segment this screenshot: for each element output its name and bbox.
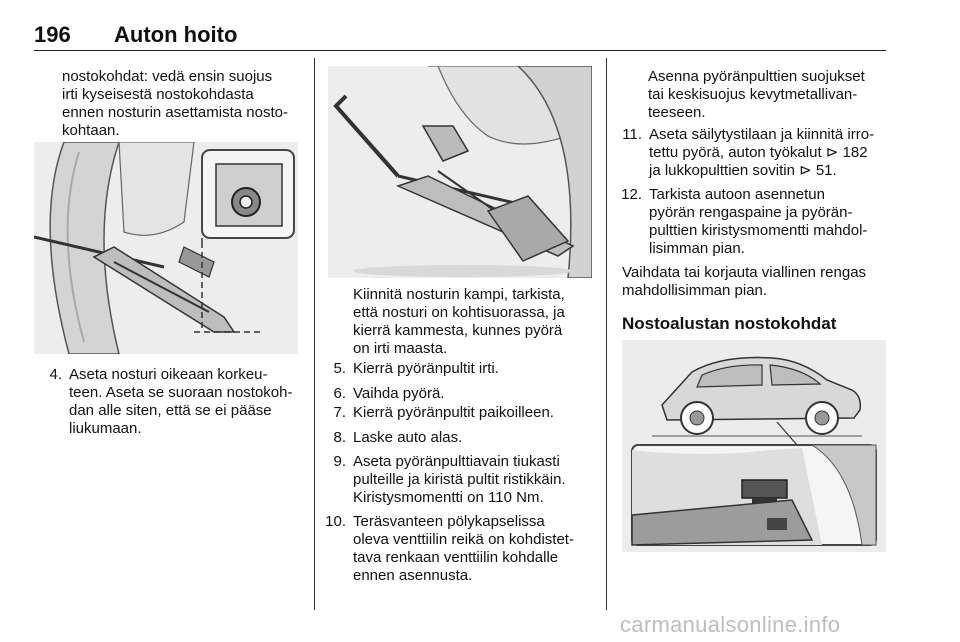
col3-continuation-text (648, 68, 888, 122)
step-number: 5. (333, 360, 346, 377)
text-line: että nosturi on kohtisuorassa, ja (353, 304, 565, 321)
step-11 (614, 126, 888, 180)
text-line: tai keskisuojus kevytmetallivan- (648, 86, 858, 103)
column-divider-1 (314, 58, 315, 610)
step-number: 11. (622, 126, 642, 143)
text-line: Tarkista autoon asennetun (649, 186, 825, 203)
text-line: irti kyseisestä nostokohdasta (62, 86, 254, 103)
text-line: Laske auto alas. (353, 429, 463, 446)
text-line: kohtaan. (62, 122, 120, 139)
step-text (649, 126, 874, 180)
step-text (69, 366, 292, 438)
step-text (353, 404, 554, 422)
text-line: Vaihdata tai korjauta viallinen rengas (622, 264, 867, 281)
jack-position-illustration (34, 142, 298, 354)
column-divider-2 (606, 58, 607, 610)
text-line: mahdollisimman pian. (622, 282, 768, 299)
page-title: Auton hoito (114, 22, 238, 47)
text-line: Teräsvanteen pölykapselissa (353, 513, 545, 530)
step-number: 6. (333, 385, 346, 402)
col2-intro-text (353, 286, 605, 358)
text-line: Kiristysmomentti on 110 Nm. (353, 489, 544, 506)
step-number: 4. (49, 366, 62, 383)
text-line: pulteille ja kiristä pultit ristikkäin. (353, 471, 566, 488)
step-5 (318, 360, 604, 378)
text-line: Kiinnitä nosturin kampi, tarkista, (353, 286, 565, 303)
text-line: pyörän rengaspaine ja pyörän- (649, 204, 853, 221)
step-text (353, 360, 499, 378)
jack-crank-illustration (328, 66, 592, 278)
col1-intro-text (62, 68, 310, 140)
text-line: teeseen. (648, 104, 706, 121)
step-number: 12. (621, 186, 642, 203)
text-line: tettu pyörä, auton työkalut ⊳ 182 (649, 144, 868, 161)
text-line: pulttien kiristysmomentti mahdol- (649, 222, 868, 239)
text-line: ennen nosturin asettamista nosto- (62, 104, 288, 121)
text-line: Aseta säilytystilaan ja kiinnitä irro- (649, 126, 875, 143)
text-line: ennen asennusta. (353, 567, 473, 584)
step-number: 10. (325, 513, 346, 530)
step-7 (318, 404, 604, 422)
text-line: Kierrä pyöränpultit irti. (353, 360, 499, 377)
text-line: Asenna pyöränpulttien suojukset (648, 68, 865, 85)
text-line: tava renkaan venttiilin kohdalle (353, 549, 559, 566)
text-line: Aseta pyöränpulttiavain tiukasti (353, 453, 560, 470)
text-line: Kierrä pyöränpultit paikoilleen. (353, 404, 554, 421)
step-6 (318, 385, 604, 403)
text-line: Aseta nosturi oikeaan korkeu- (69, 366, 268, 383)
text-line: teen. Aseta se suoraan nostokoh- (69, 384, 293, 401)
col3-paragraph (622, 264, 888, 300)
step-12 (614, 186, 888, 258)
step-text (353, 385, 444, 403)
text-line: Vaihda pyörä. (353, 385, 445, 402)
text-line: lisimman pian. (649, 240, 745, 257)
text-line: on irti maasta. (353, 340, 448, 357)
watermark: carmanualsonline.info (620, 612, 841, 637)
jack-crank-figure (328, 66, 592, 278)
jack-position-figure (34, 142, 298, 354)
step-10 (318, 513, 604, 585)
text-line: oleva venttiilin reikä on kohdistet- (353, 531, 574, 548)
step-number: 8. (333, 429, 346, 446)
text-line: kierrä kammesta, kunnes pyörä (353, 322, 563, 339)
text-line: nostokohdat: vedä ensin suojus (62, 68, 273, 85)
page-number: 196 (34, 22, 71, 47)
step-8 (318, 429, 604, 447)
step-number: 9. (333, 453, 346, 470)
text-line: dan alle siten, että se ei pääse (69, 402, 272, 419)
text-line: ja lukkopulttien sovitin ⊳ 51. (649, 162, 837, 179)
section-heading: Nostoalustan nostokohdat (622, 314, 837, 333)
step-9 (318, 453, 604, 507)
lift-points-illustration (622, 340, 886, 552)
step-text (649, 186, 867, 258)
header-rule (34, 50, 886, 51)
text-line: liukumaan. (69, 420, 142, 437)
step-4 (34, 366, 310, 438)
step-text (353, 453, 566, 507)
step-text (353, 513, 574, 585)
lift-points-figure (622, 340, 886, 552)
step-text (353, 429, 462, 447)
step-number: 7. (333, 404, 346, 421)
